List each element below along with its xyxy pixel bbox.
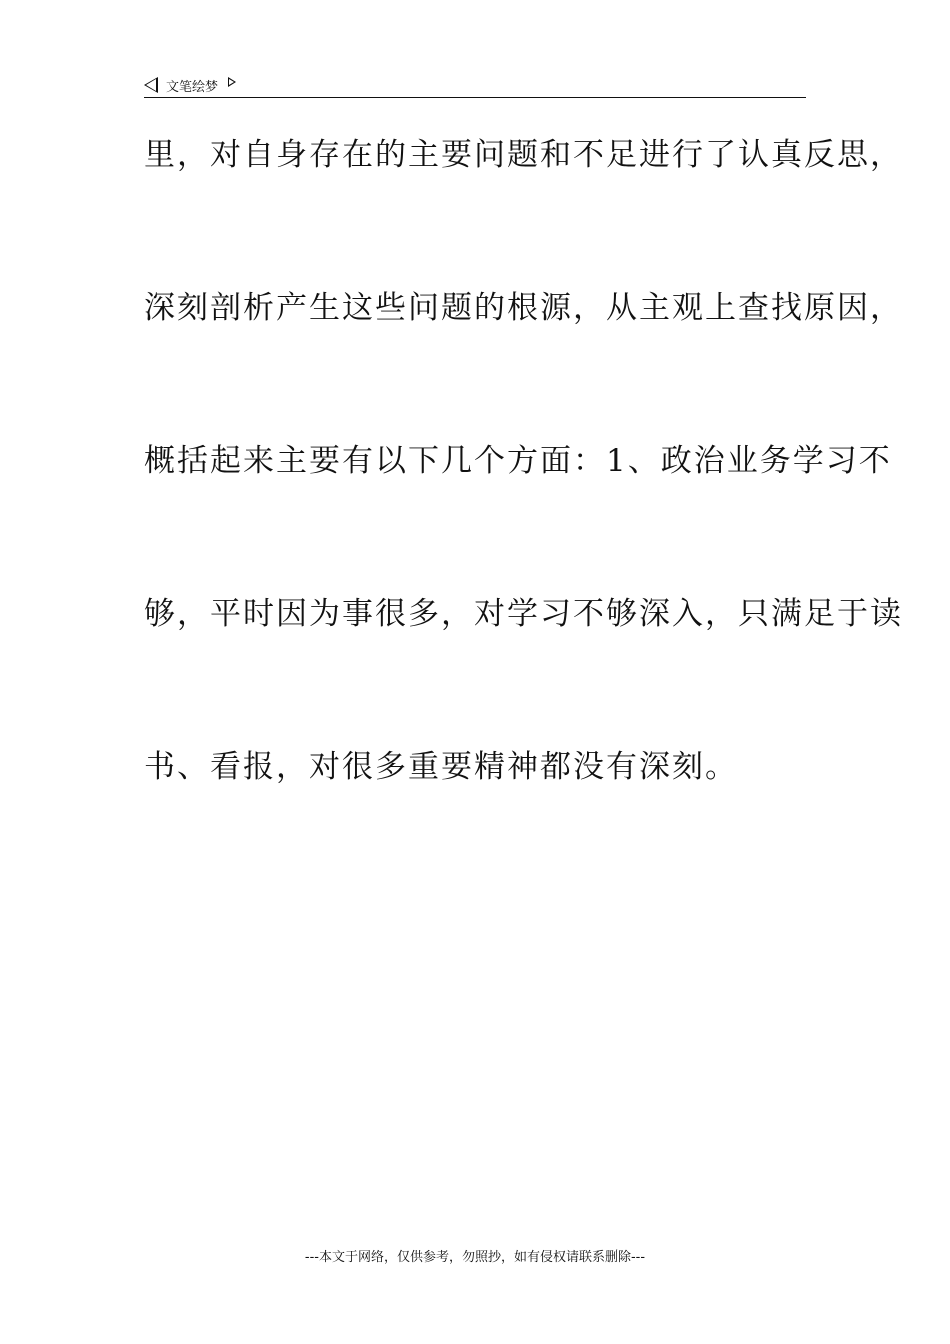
paragraph-line: 书、看报，对很多重要精神都没有深刻。: [144, 749, 738, 785]
document-body: [144, 130, 903, 895]
page-header: [144, 74, 236, 96]
paragraph-line: 深刻剖析产生这些问题的根源，从主观上查找原因，: [144, 290, 903, 326]
header-divider: [144, 97, 806, 98]
paragraph-line: 里，对自身存在的主要问题和不足进行了认真反思，: [144, 137, 903, 173]
header-title: 文笔绘梦: [166, 79, 219, 95]
footer-notice: ---本文于网络，仅供参考，勿照抄，如有侵权请联系删除---: [304, 1250, 646, 1265]
right-triangle-icon: [228, 77, 236, 87]
paragraph-line: 概括起来主要有以下几个方面：1、政治业务学习不: [144, 443, 892, 479]
left-triangle-icon: [144, 77, 158, 93]
paragraph-line: 够，平时因为事很多，对学习不够深入，只满足于读: [144, 596, 903, 632]
